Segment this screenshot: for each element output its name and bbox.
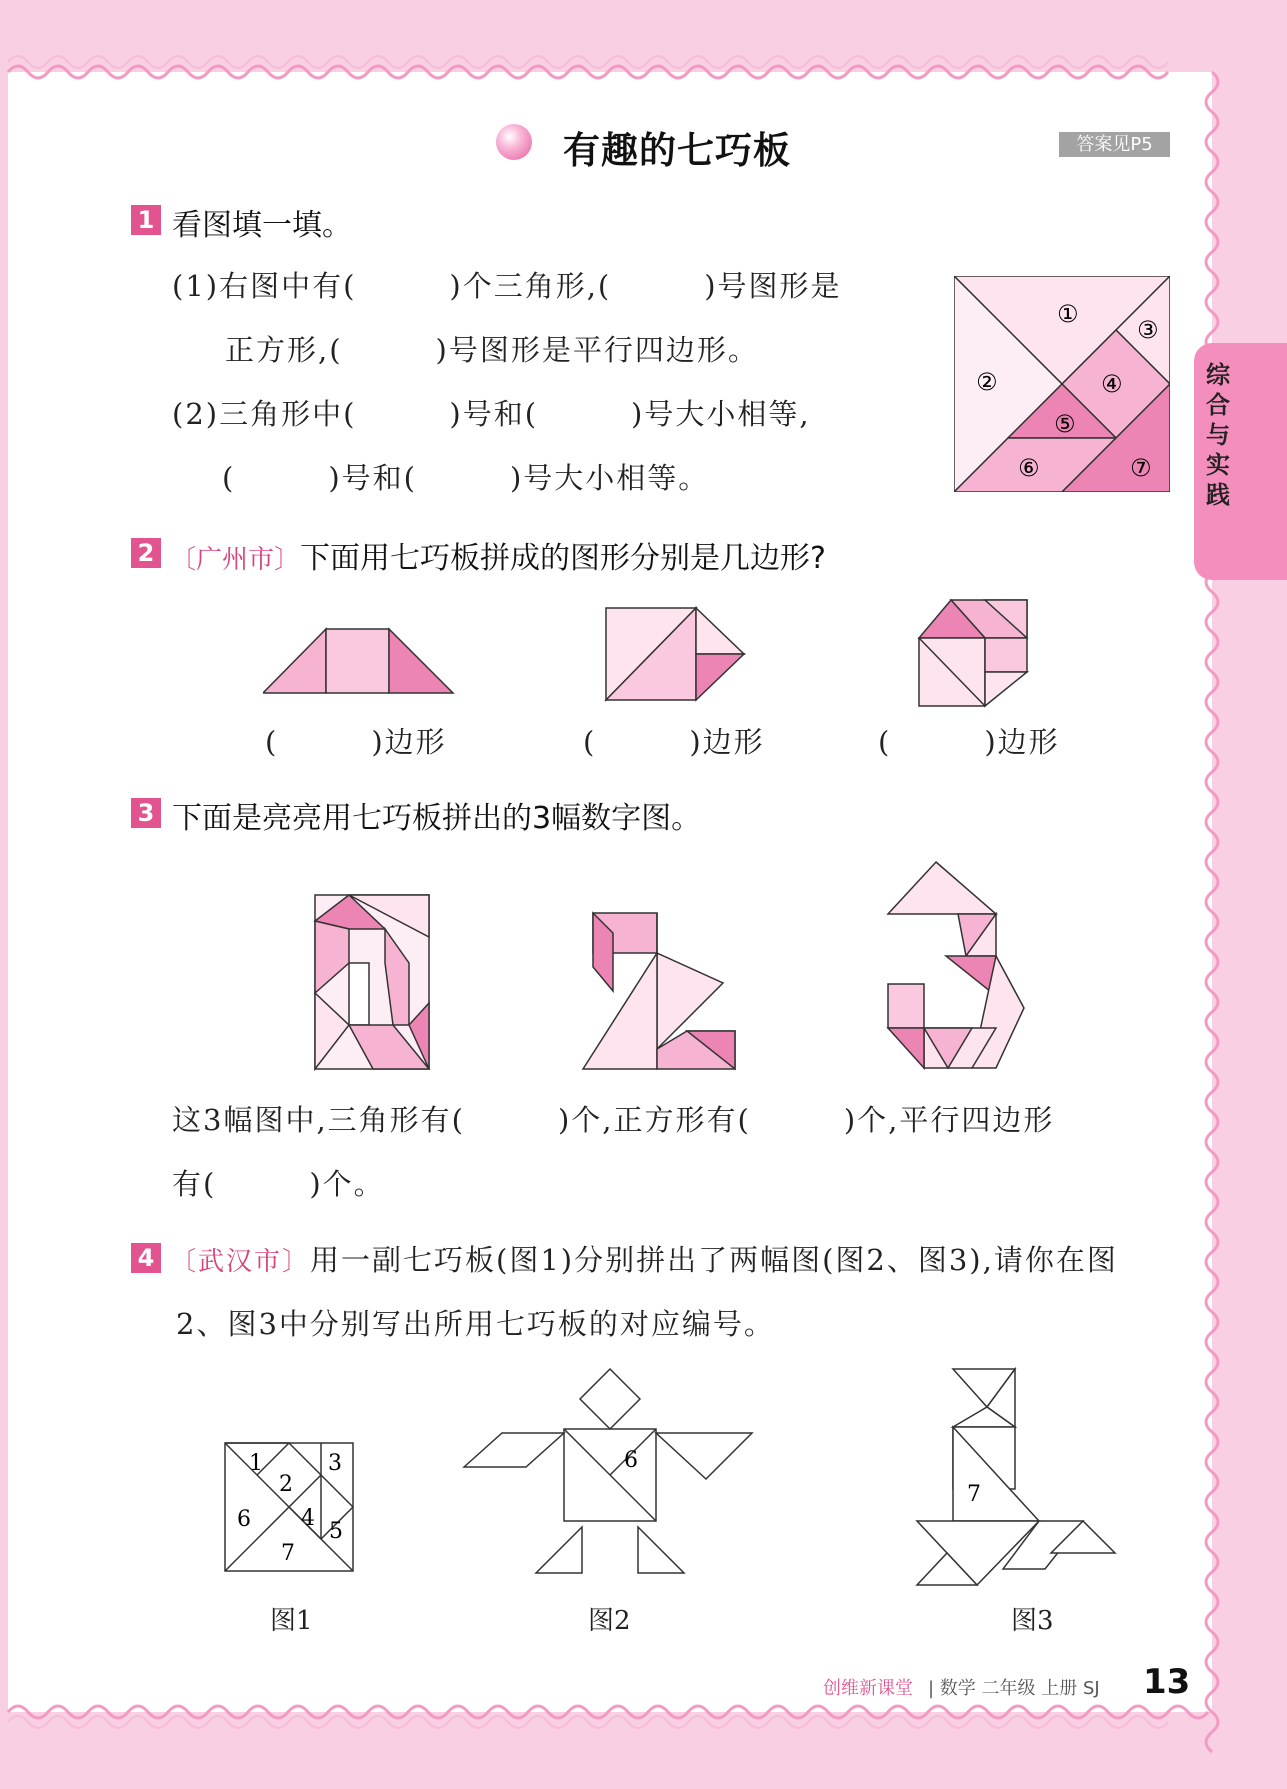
fig1-number-5: 5 xyxy=(329,1519,343,1544)
piece-label-6: ⑥ xyxy=(1018,454,1040,482)
q2-blank-2: ( )边形 xyxy=(583,725,765,759)
piece-label-2: ② xyxy=(976,368,998,396)
q2-blank-3: ( )边形 xyxy=(878,725,1060,759)
title-bullet-icon xyxy=(496,124,532,160)
piece-label-5: ⑤ xyxy=(1054,410,1076,438)
figure-2-caption: 图2 xyxy=(588,1606,631,1636)
figure-3-caption: 图3 xyxy=(1011,1606,1054,1636)
piece-label-1: ① xyxy=(1057,300,1079,328)
q4-figure-2-person xyxy=(462,1367,754,1577)
q4-line-2: 2、图3中分别写出所用七巧板的对应编号。 xyxy=(176,1307,775,1341)
question-1-title: 看图填一填。 xyxy=(172,208,352,243)
question-2-text: 下面用七巧板拼成的图形分别是几边形? xyxy=(300,541,826,576)
question-3-title: 下面是亮亮用七巧板拼出的3幅数字图。 xyxy=(172,801,702,836)
q2-figure-hexagon xyxy=(917,598,1029,710)
piece-label-3: ③ xyxy=(1137,316,1159,344)
piece-label-4: ④ xyxy=(1101,370,1123,398)
side-tab-label: 综合与实践 xyxy=(1206,361,1230,509)
q2-blank-1: ( )边形 xyxy=(265,725,447,759)
q1-line-1: (1)右图中有( )个三角形,( )号图形是 xyxy=(172,269,842,303)
fig3-number-7: 7 xyxy=(967,1482,981,1507)
q4-figure-3-swan xyxy=(915,1367,1117,1589)
question-4-region: 〔武汉市〕 xyxy=(170,1247,311,1277)
q3-line-1: 这3幅图中,三角形有( )个,正方形有( )个,平行四边形 xyxy=(172,1103,1055,1137)
q3-digit-zero-figure xyxy=(313,893,431,1071)
q3-line-2: 有( )个。 xyxy=(172,1167,385,1201)
q4-figure-1-tangram xyxy=(223,1441,355,1573)
page-number: 13 xyxy=(1143,1662,1191,1702)
q1-tangram-figure xyxy=(954,276,1170,492)
fig1-number-2: 2 xyxy=(279,1472,293,1497)
q1-line-3: (2)三角形中( )号和( )号大小相等, xyxy=(172,397,811,431)
question-2-title xyxy=(170,533,826,577)
figure-1-caption: 图1 xyxy=(270,1606,313,1636)
fig2-number-6: 6 xyxy=(624,1448,638,1473)
page-title: 有趣的七巧板 xyxy=(563,129,791,172)
q2-figure-pentagon xyxy=(604,604,746,704)
question-1-number: 1 xyxy=(131,205,161,235)
piece-label-7: ⑦ xyxy=(1130,454,1152,482)
fig1-number-1: 1 xyxy=(249,1451,263,1476)
footer-book-info: | 数学 二年级 上册 SJ xyxy=(928,1678,1100,1699)
question-2-number: 2 xyxy=(131,538,161,568)
q4-line-1 xyxy=(170,1238,1118,1279)
fig1-number-6: 6 xyxy=(237,1507,251,1532)
answer-reference-badge: 答案见P5 xyxy=(1059,132,1170,157)
footer-brand: 创维新课堂 xyxy=(823,1678,913,1699)
question-3-number: 3 xyxy=(131,798,161,828)
q1-line-2: 正方形,( )号图形是平行四边形。 xyxy=(225,333,759,367)
q3-digit-three-figure xyxy=(886,860,1026,1070)
question-4-number: 4 xyxy=(131,1243,161,1273)
fig1-number-3: 3 xyxy=(328,1451,342,1476)
q1-line-4: ( )号和( )号大小相等。 xyxy=(222,461,710,495)
q3-digit-two-figure xyxy=(581,911,737,1071)
fig1-number-4: 4 xyxy=(301,1506,315,1531)
question-4-text: 用一副七巧板(图1)分别拼出了两幅图(图2、图3),请你在图 xyxy=(310,1243,1118,1277)
question-2-region: 〔广州市〕 xyxy=(170,545,301,575)
q2-figure-trapezoid xyxy=(263,626,455,696)
fig1-number-7: 7 xyxy=(281,1541,295,1566)
